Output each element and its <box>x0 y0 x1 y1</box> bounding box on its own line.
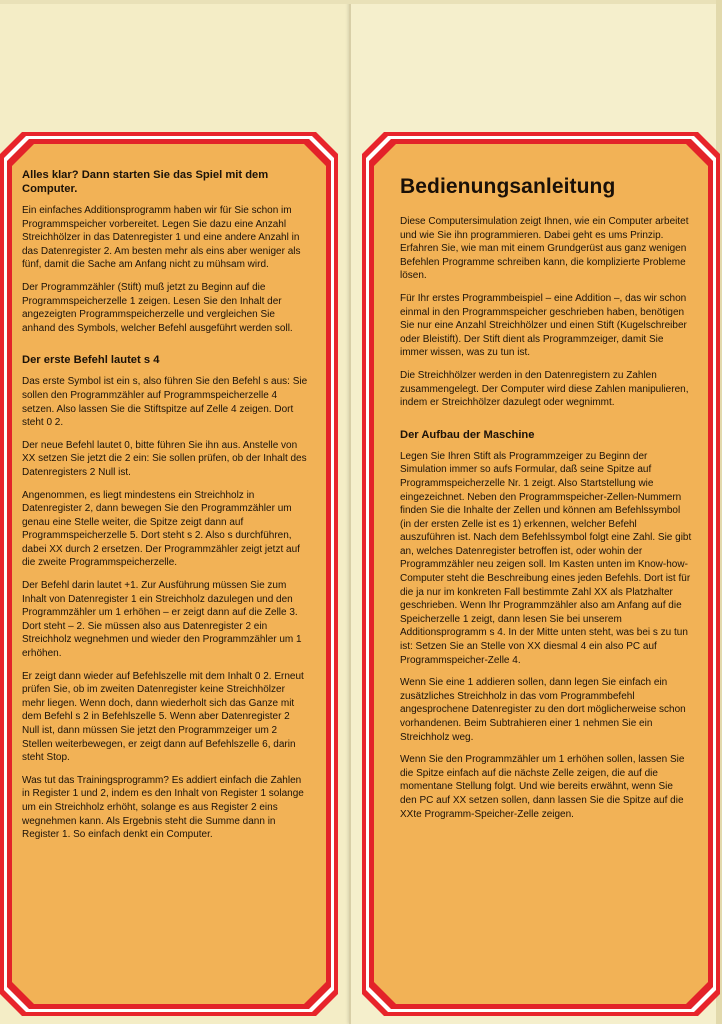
section-heading: Der Aufbau der Maschine <box>400 428 535 441</box>
paragraph: Die Streichhölzer werden in den Datenregistern zu Zahlen zusammengelegt. Der Computer wird diese Zahlen manipulieren, indem er Streichhölzer dazulegt oder wegnimmt. <box>400 369 689 409</box>
section-heading: Alles klar? Dann starten Sie das Spiel mit dem Computer. <box>22 169 269 195</box>
paragraph: Wenn Sie eine 1 addieren sollen, dann legen Sie einfach ein zusätzliches Streichholz in das vom Programmbefehl angesprochene Datenregister zu den dort möglicherweise schon vorhandenen. Beim Subtrahieren einer 1 nehmen Sie ein Streichholz weg. <box>400 677 686 743</box>
paragraph: Wenn Sie den Programmzähler um 1 erhöhen sollen, lassen Sie die Spitze einfach auf die nächste Zelle zeigen, die auf die momentane Stellung folgt. Und wie bereits erwähnt, wenn Sie den PC auf XX setzen sollen, dann lassen Sie die Spitze auf die XXte Programm-Speicher-Zelle zeigen. <box>400 754 685 820</box>
left-panel-text <box>22 168 308 851</box>
paragraph: Ein einfaches Additionsprogramm haben wir für Sie schon im Programmspeicher vorbereitet. Legen Sie dazu eine Anzahl Streichhölzer in das Datenregister 1 und eine andere Anzahl in das Datenregister 2. Am besten mehr als eins aber weniger als fünf, damit die Sache am Anfang nicht zu mühsam wird. <box>22 205 301 271</box>
paragraph: Der neue Befehl lautet 0, bitte führen Sie ihn aus. Anstelle von XX setzen Sie jetzt die 2 ein: Sie sollen prüfen, ob der Inhalt des Datenregisters 2 Null ist. <box>22 439 307 478</box>
paragraph: Er zeigt dann wieder auf Befehlszelle mit dem Inhalt 0 2. Erneut prüfen Sie, ob im zweiten Datenregister keine Streichhölzer mehr liegen. Wenn doch, dann wiederholt sich das Ganze mit dem Befehl s 2 in Befehlszelle 5. Wenn aber Datenregister 2 Null ist, dann müssen Sie jetzt den Programmzeiger um 2 Stellen weiterbewegen, er zeigt dann auf Befehlszelle 6, darin steht Stop. <box>22 670 304 764</box>
paragraph: Der Programmzähler (Stift) muß jetzt zu Beginn auf die Programmspeicherzelle 1 zeigen. Lesen Sie den Inhalt der angezeigten Programmspeicherzelle und vergleichen Sie anhand des Symbols, welcher Befehl ausgeführt werden soll. <box>22 281 293 334</box>
page-title: Bedienungsanleitung <box>400 175 616 198</box>
paragraph: Legen Sie Ihren Stift als Programmzeiger zu Beginn der Simulation immer so aufs Formular, daß seine Spitze auf Programmspeicherzelle Nr. 1 zeigt. Also Startstellung wie eingezeichnet. Neben den Programmspeicher-Zellen-Nummern finden Sie die Inhalte der Zellen und können am Befehlssymbol (in der ersten Zelle ist es 1) erkennen, welcher Befehl auszuführen ist. Nach dem Befehlssymbol folgt eine Zahl. Sie gibt an, welches Datenregister betroffen ist, oder wohin der Programmzähler neu zeigen soll. Im Kasten unten im Know-how-Computer steht die Beschreibung eines jeden Befehls. Dort ist für die ja nur im konkreten Fall bestimmte Zahl XX als Platzhalter geschrieben. Wenn Ihr Programmzähler also am Anfang auf die Speicherzelle 1 zeigt, dann lesen Sie bei unserem Additionsprogramm s 4. In der Mitte unten steht, was bei s zu tun ist: Setzen Sie an Stelle von XX diesmal 4 ein also PC auf Programmspeicher-Zelle 4. <box>400 450 692 666</box>
section-first-command <box>22 353 308 841</box>
paragraph: Was tut das Trainingsprogramm? Es addiert einfach die Zahlen in Register 1 und 2, indem es den Inhalt von Register 1 solange um ein Streichholz erhöht, solange es aus Register 2 eins wegnehmen kann. Als Ergebnis steht die Summe dann in Register 1. So einfach denkt ein Computer. <box>22 774 304 841</box>
paragraph: Das erste Symbol ist ein s, also führen Sie den Befehl s aus: Sie sollen den Programmzähler auf Programmspeicherzelle 4 setzen. Also lassen Sie die Stiftspitze auf Zelle 4 zeigen. Dort steht 0 2. <box>22 376 308 429</box>
paragraph: Der Befehl darin lautet +1. Zur Ausführung müssen Sie zum Inhalt von Datenregister 1 ein Streichholz dazulegen und den Programmzähler um 1 erhöhen – er zeigt dann auf die Zelle 3. Dort steht – 2. Sie müssen also aus Datenregister 2 ein Streichholz wegnehmen und wieder den Programmzähler um 1 erhöhen. <box>22 580 302 660</box>
page-fold <box>349 0 351 1024</box>
section-intro <box>400 215 692 410</box>
paragraph: Angenommen, es liegt mindestens ein Streichholz in Datenregister 2, dann bewegen Sie den Programmzähler um genau eine Stelle weiter, die Spitze zeigt dann auf Programmspeicherzelle 5. Dort steht s 2. Also s durchführen, dabei XX durch 2 ersetzen. Der Programmzähler zeigt jetzt auf die zweite Programmspeicherzelle. <box>22 489 300 569</box>
section-heading: Der erste Befehl lautet s 4 <box>22 354 160 367</box>
paragraph: Für Ihr erstes Programmbeispiel – eine Addition –, das wir schon einmal in den Programmspeicher geschrieben haben, benötigen Sie nur eine Anzahl Streichhölzer und einen Stift (Kugelschreiber oder Bleistift). Der Stift dient als Programmzeiger, damit Sie immer wissen, was zu tun ist. <box>400 292 687 359</box>
paragraph: Diese Computersimulation zeigt Ihnen, wie ein Computer arbeitet und wie Sie ihn programmieren. Dabei geht es ums Prinzip. Erfahren Sie, wie man mit einem Grundgerüst aus ganz wenigen Befehlen Programme schreiben kann, die komplizierte Probleme lösen. <box>400 216 689 282</box>
section-machine-structure <box>400 428 692 821</box>
section-start-game <box>22 168 308 335</box>
page-top-edge <box>0 0 722 4</box>
right-panel-text <box>400 175 692 830</box>
